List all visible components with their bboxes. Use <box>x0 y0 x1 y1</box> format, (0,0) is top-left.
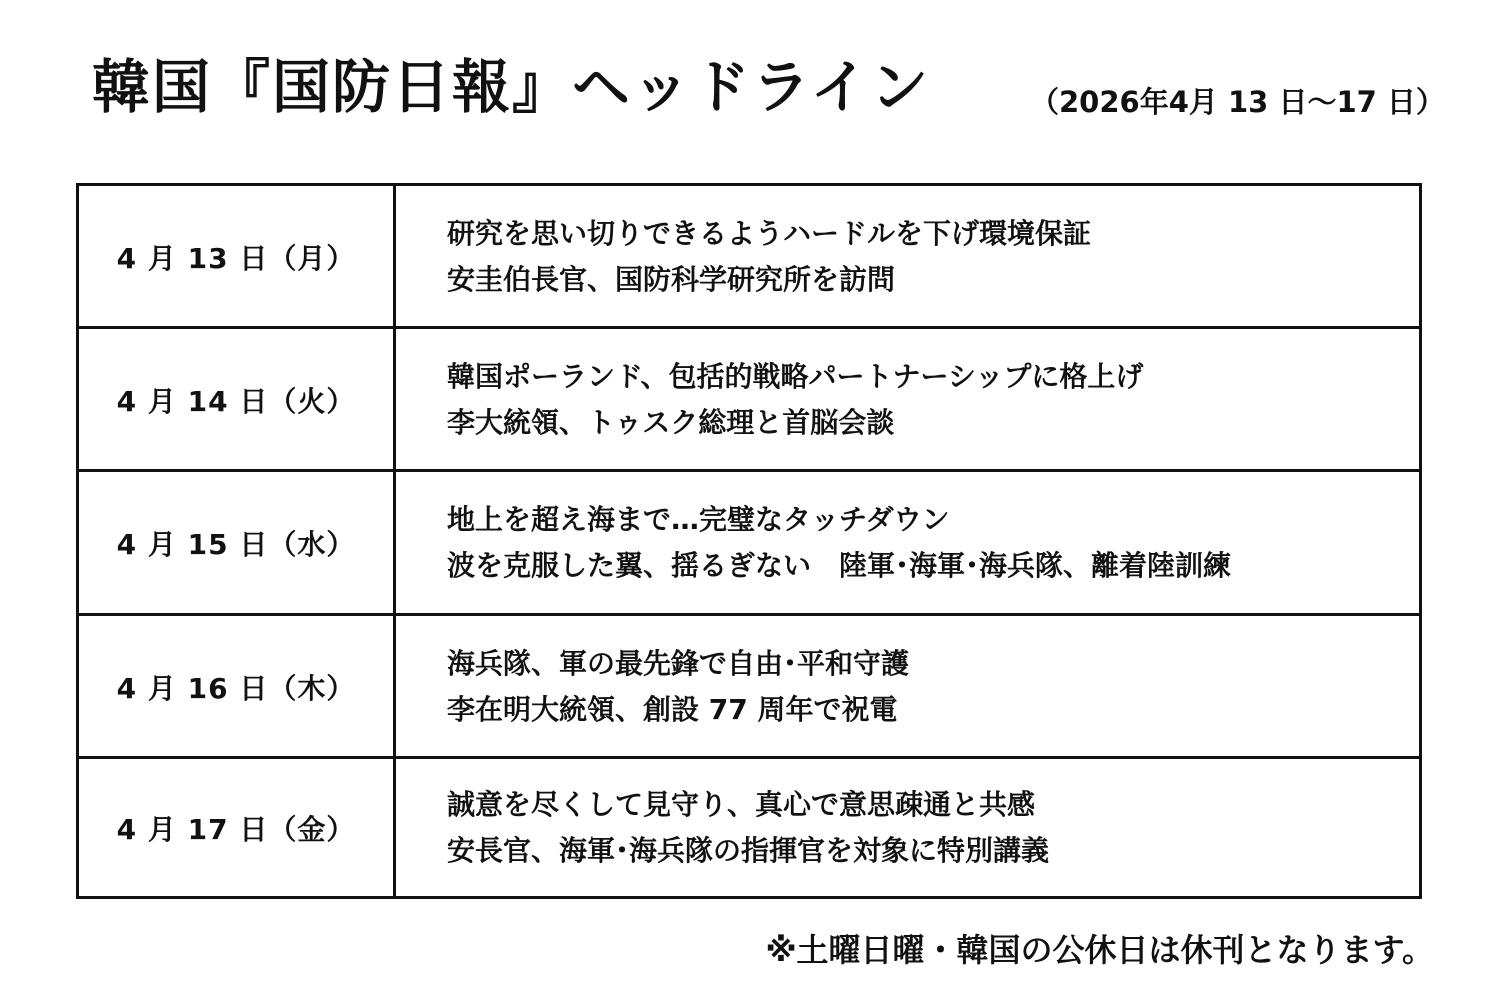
page-title: 韓国『国防日報』ヘッドライン <box>92 53 931 121</box>
date-cell <box>79 616 396 757</box>
headline-sub: 李大統領、トゥスク総理と首脳会談 <box>447 405 895 439</box>
publication-note: ※土曜日曜・韓国の公休日は休刊となります。 <box>765 931 1434 969</box>
date-cell <box>79 472 396 614</box>
headline-table <box>76 183 1422 899</box>
headline-sub: 安長官、海軍･海兵隊の指揮官を対象に特別講義 <box>447 833 1050 867</box>
date-label: 4 月 14 日（火） <box>116 384 356 418</box>
date-cell <box>79 759 396 896</box>
headline-cell <box>447 186 1091 328</box>
date-label: 4 月 17 日（金） <box>116 812 356 846</box>
date-range: （2026年4月 13 日～17 日） <box>1030 85 1445 119</box>
table-row <box>79 186 1419 328</box>
headline-sub: 李在明大統領、創設 77 周年で祝電 <box>447 692 898 726</box>
headline-cell <box>447 472 1231 614</box>
headline-sub: 安圭伯長官、国防科学研究所を訪問 <box>447 263 896 296</box>
headline-main: 地上を超え海まで…完璧なタッチダウン <box>447 503 950 536</box>
date-label: 4 月 13 日（月） <box>116 242 356 275</box>
headline-cell <box>447 616 909 757</box>
date-cell <box>79 186 396 328</box>
headline-main: 研究を思い切りできるようハードルを下げ環境保証 <box>447 217 1092 250</box>
headline-cell <box>447 759 1049 896</box>
table-row <box>79 613 1419 757</box>
headline-main: 韓国ポーランド、包括的戦略パートナーシップに格上げ <box>447 359 1144 393</box>
headline-cell <box>447 329 1143 470</box>
table-row <box>79 756 1419 896</box>
table-row <box>79 469 1419 614</box>
date-label: 4 月 16 日（木） <box>116 671 356 705</box>
headline-main: 誠意を尽くして見守り、真心で意思疎通と共感 <box>447 787 1036 821</box>
table-row <box>79 326 1419 470</box>
date-cell <box>79 329 396 470</box>
date-label: 4 月 15 日（水） <box>116 528 356 561</box>
headline-main: 海兵隊、軍の最先鋒で自由･平和守護 <box>447 646 910 680</box>
headline-sub: 波を克服した翼、揺るぎない 陸軍･海軍･海兵隊、離着陸訓練 <box>447 549 1232 582</box>
